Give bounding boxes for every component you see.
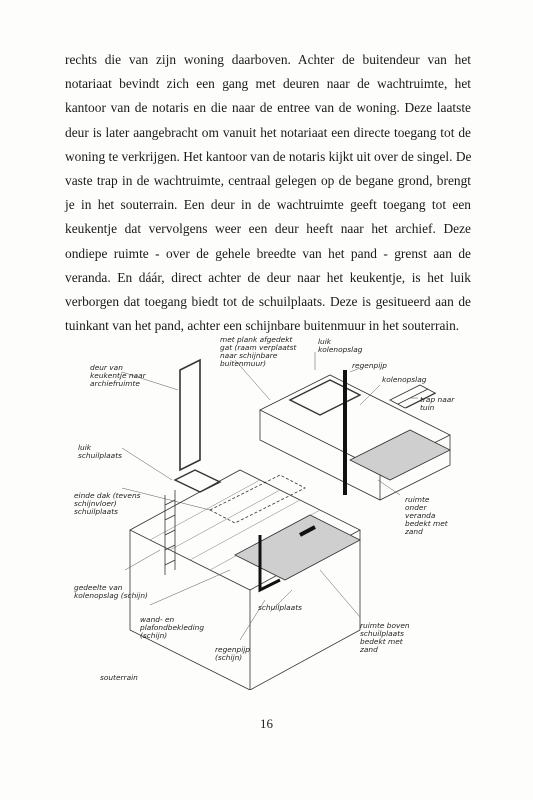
label-ruimte-onder-veranda: ruimte onder veranda bedekt met zand xyxy=(405,495,448,536)
text-line: je in het souterrain. Een deur in de wachtruimte geeft toegang tot een xyxy=(65,197,471,213)
label-deur-keukentje: deur van keukentje naar archiefruimte xyxy=(90,363,146,388)
sand-area-shelter xyxy=(235,515,360,580)
text-line: tuinkant van het pand, achter een schijnbare buitenmuur in het souterrain. xyxy=(65,318,460,334)
lower-block-left-wall xyxy=(130,530,250,690)
text-line: vaste trap in de wachtruimte, centraal gelegen op de begane grond, brengt xyxy=(65,173,471,189)
label-gedeelte-kolenopslag: gedeelte van kolenopslag (schijn) xyxy=(74,583,148,600)
text-line: notariaat bevindt zich een gang met deuren naar de wachtruimte, het xyxy=(65,76,471,92)
isometric-building-diagram xyxy=(60,330,475,690)
label-regenpijp-schijn: regenpijp (schijn) xyxy=(215,645,250,662)
label-luik-schuilplaats: luik schuilplaats xyxy=(78,443,122,460)
text-line: veranda. En dáár, direct achter de deur naar het keukentje, is het luik xyxy=(65,269,471,285)
leader-lines xyxy=(122,352,418,640)
hatch-shelter xyxy=(175,470,220,492)
door-frame xyxy=(180,360,200,470)
label-souterrain: souterrain xyxy=(100,673,138,682)
label-luik-kolenopslag: luik kolenopslag xyxy=(318,337,363,354)
label-ruimte-boven: ruimte boven schuilplaats bedekt met zand xyxy=(360,621,410,654)
diagram-svg xyxy=(60,330,475,690)
label-wand-plafond: wand- en plafondbekleding (schijn) xyxy=(140,615,205,640)
label-regenpijp: regenpijp xyxy=(352,361,387,370)
text-line: ondiepe ruimte - over de gehele breedte van het pand - grenst aan de xyxy=(65,245,471,261)
false-floor xyxy=(210,475,305,523)
label-einde-dak: einde dak (tevens schijnvloer) schuilplaats xyxy=(74,491,141,516)
text-line: verborgen dat toegang biedt tot de schuilplaats. Deze is gesitueerd aan de xyxy=(65,294,471,310)
text-line: deur is later aangebracht om vanuit het notariaat een directe toegang tot de xyxy=(65,124,471,140)
label-met-plank: met plank afgedekt gat (raam verplaatst naar schijnbare buitenmuur) xyxy=(220,335,297,368)
coal-storage-box xyxy=(290,380,360,415)
text-line: kantoor van de notaris en die naar de entree van de woning. Deze laatste xyxy=(65,100,471,116)
label-schuilplaats: schuilplaats xyxy=(258,603,302,612)
label-trap-naar-tuin: trap naar tuin xyxy=(420,395,455,412)
body-paragraph xyxy=(65,48,471,338)
text-line: rechts die van zijn woning daarboven. Achter de buitendeur van het xyxy=(65,52,471,67)
lower-block-bottom xyxy=(250,630,360,690)
label-kolenopslag: kolenopslag xyxy=(382,375,427,384)
text-line: keukentje dat vervolgens weer een deur heeft naar het archief. Deze xyxy=(65,221,471,237)
text-line: woning te verkrijgen. Het kantoor van de notaris kijkt uit over de singel. De xyxy=(65,148,472,164)
page-number: 16 xyxy=(260,716,273,731)
